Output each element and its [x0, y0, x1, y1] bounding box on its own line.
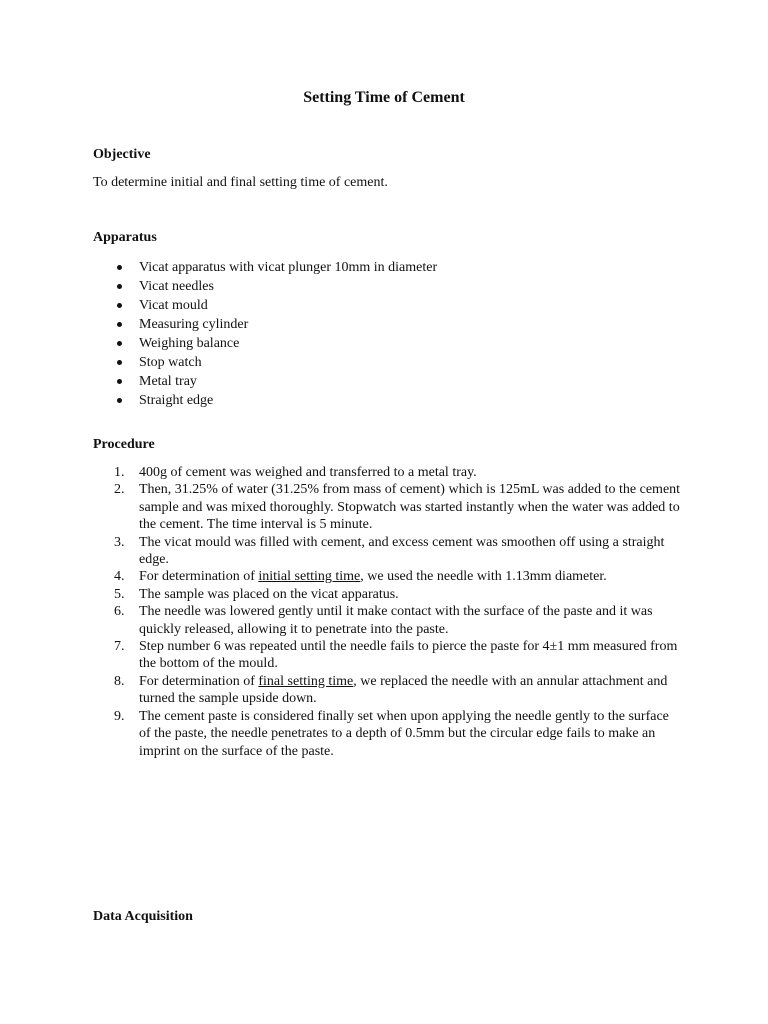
apparatus-heading: Apparatus [93, 230, 157, 245]
procedure-step: 3. The vicat mould was filled with cement, and excess cement was smoothen off using a straight edge. [114, 534, 665, 568]
procedure-step: 4. For determination of initial setting time, we used the needle with 1.13mm diameter. [114, 569, 607, 585]
bullet-icon [117, 360, 122, 365]
procedure-step: 6. The needle was lowered gently until it make contact with the surface of the paste and it was quickly released, allowing it to penetrate into the paste. [114, 604, 653, 637]
bullet-icon [117, 303, 122, 308]
document-title: Setting Time of Cement [303, 89, 465, 106]
objective-heading: Objective [93, 147, 151, 162]
apparatus-item: Weighing balance [93, 334, 437, 353]
procedure-step: 9. The cement paste is considered finally set when upon applying the needle gently to the surface of the paste, the needle penetrates to a depth of 0.5mm but the circular edge fails to make an imprint on the surface of the paste. [114, 708, 669, 759]
apparatus-item: Vicat needles [93, 277, 437, 296]
procedure-step: 5. The sample was placed on the vicat apparatus. [114, 586, 399, 602]
apparatus-item: Metal tray [93, 372, 437, 391]
apparatus-item: Vicat apparatus with vicat plunger 10mm in diameter [93, 258, 437, 277]
objective-text: To determine initial and final setting time of cement. [93, 175, 388, 190]
procedure-step: 8. For determination of final setting time, we replaced the needle with an annular attachment and turned the sample upside down. [114, 673, 668, 707]
bullet-icon [117, 265, 122, 270]
bullet-icon [117, 322, 122, 327]
bullet-icon [117, 341, 122, 346]
procedure-heading: Procedure [93, 437, 155, 452]
procedure-list [93, 464, 683, 760]
data-acquisition-heading: Data Acquisition [93, 909, 193, 924]
procedure-step: 7. Step number 6 was repeated until the needle fails to pierce the paste for 4±1 mm measured from the bottom of the mould. [114, 639, 678, 672]
apparatus-item: Vicat mould [93, 296, 437, 315]
apparatus-item: Stop watch [93, 353, 437, 372]
apparatus-item: Straight edge [93, 391, 437, 410]
procedure-step: 2. Then, 31.25% of water (31.25% from mass of cement) which is 125mL was added to the cement sample and was mixed thoroughly. Stopwatch was started instantly when the water was added to the cement. The time interval is 5 minute. [114, 482, 681, 533]
apparatus-item: Measuring cylinder [93, 315, 437, 334]
bullet-icon [117, 398, 122, 403]
initial-setting-time-term: initial setting time [258, 569, 361, 585]
apparatus-list [93, 258, 437, 410]
bullet-icon [117, 284, 122, 289]
bullet-icon [117, 379, 122, 384]
final-setting-time-term: final setting time [258, 673, 354, 689]
procedure-step: 1. 400g of cement was weighed and transferred to a metal tray. [114, 465, 477, 480]
